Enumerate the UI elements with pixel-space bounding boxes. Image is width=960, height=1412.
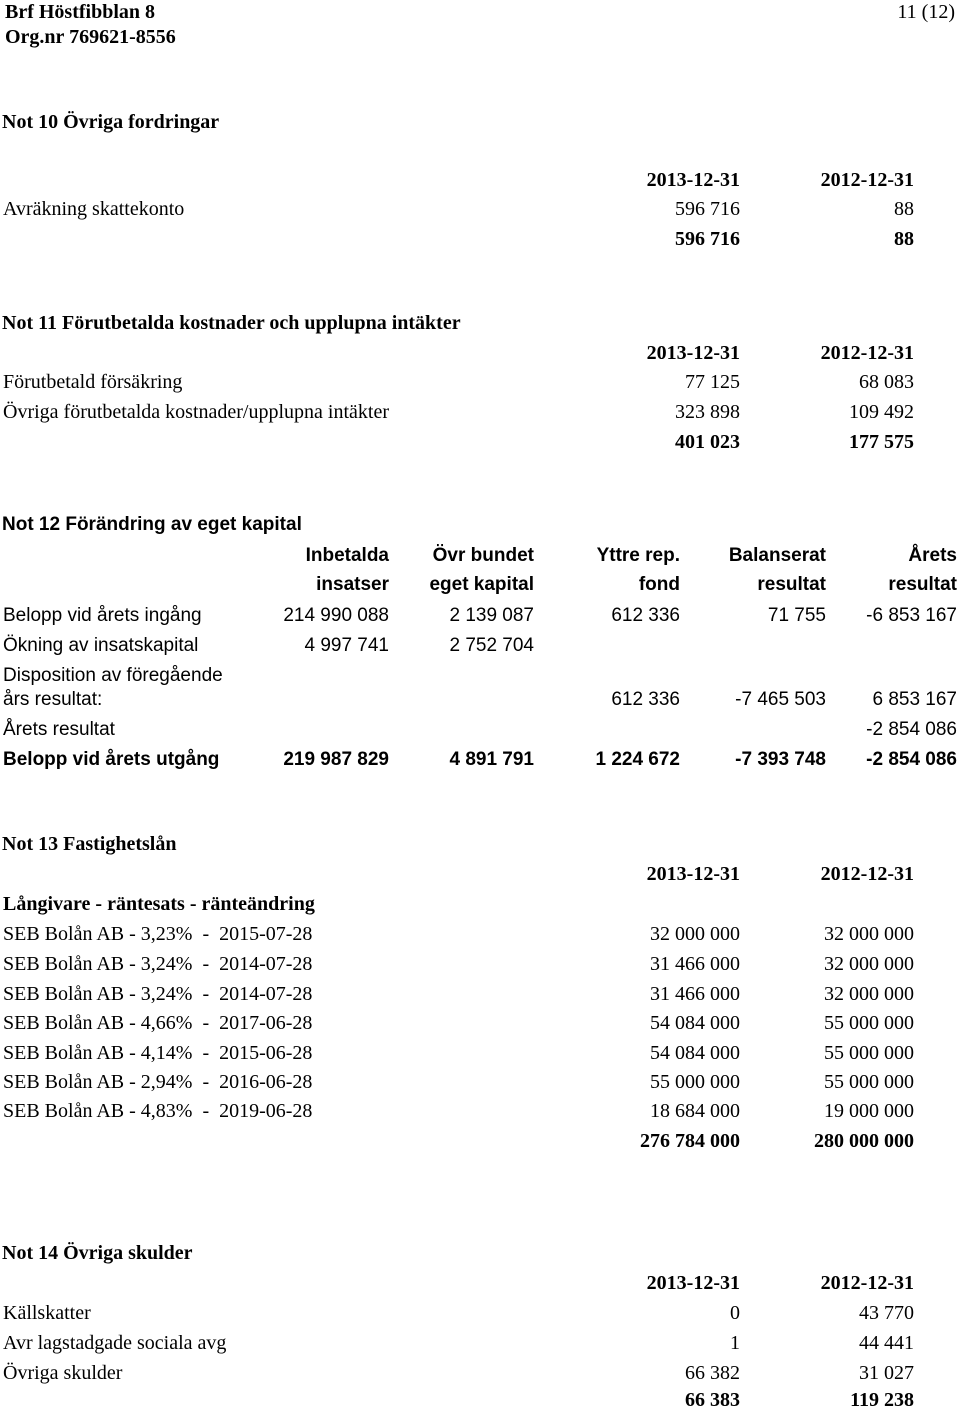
note-13-loan-value-2012: 55 000 000	[824, 1071, 914, 1093]
note-12-header-3-line1: Yttre rep.	[596, 545, 680, 566]
note-12-increase-label: Ökning av insatskapital	[3, 635, 199, 656]
note-12-opening-value: 71 755	[767, 605, 826, 626]
note-10-title: Not 10 Övriga fordringar	[2, 111, 220, 133]
note-12-header-1-line1: Inbetalda	[305, 545, 389, 566]
note-13-loan-value-2012: 19 000 000	[824, 1100, 914, 1122]
note-12-increase-value: 2 752 704	[449, 635, 534, 656]
note-13-loan-value-2012: 32 000 000	[824, 953, 914, 975]
note-11-total-2013: 401 023	[675, 431, 740, 453]
note-14-title: Not 14 Övriga skulder	[2, 1242, 193, 1264]
note-12-increase-value: 4 997 741	[304, 635, 389, 656]
note-13-loan-value-2012: 55 000 000	[824, 1012, 914, 1034]
note-13-loan-label: SEB Bolån AB - 3,24% - 2014-07-28	[3, 953, 313, 975]
note-14-row-value-2012: 31 027	[859, 1362, 914, 1384]
note-12-header-2-line1: Övr bundet	[432, 545, 534, 566]
note-13-loan-value-2013: 55 000 000	[650, 1071, 740, 1093]
note-14-row-value-2013: 0	[730, 1302, 740, 1324]
note-13-loan-value-2013: 54 084 000	[650, 1012, 740, 1034]
note-10-row-value-2012: 88	[894, 198, 914, 220]
note-11-col-2013: 2013-12-31	[646, 342, 740, 364]
note-11-total-2012: 177 575	[849, 431, 914, 453]
note-13-loan-value-2012: 55 000 000	[824, 1042, 914, 1064]
note-14-total-2012: 119 238	[850, 1389, 914, 1411]
note-11-col-2012: 2012-12-31	[820, 342, 914, 364]
note-14-row-value-2013: 1	[730, 1332, 740, 1354]
note-10-row-value-2013: 596 716	[675, 198, 740, 220]
note-12-title: Not 12 Förändring av eget kapital	[2, 514, 302, 535]
note-14-row-label: Källskatter	[3, 1302, 91, 1324]
note-12-header-5-line2: resultat	[888, 574, 957, 595]
note-14-row-label: Övriga skulder	[3, 1362, 123, 1384]
note-11-row-value-2012: 68 083	[859, 371, 914, 393]
note-13-loan-label: SEB Bolån AB - 3,24% - 2014-07-28	[3, 983, 313, 1005]
note-12-disposition-value: -7 465 503	[735, 689, 826, 710]
note-12-opening-value: 2 139 087	[449, 605, 534, 626]
note-13-loan-value-2013: 31 466 000	[650, 983, 740, 1005]
note-12-opening-value: 214 990 088	[283, 605, 389, 626]
note-14-total-2013: 66 383	[685, 1389, 740, 1411]
note-13-loan-label: SEB Bolån AB - 4,66% - 2017-06-28	[3, 1012, 313, 1034]
note-13-loan-label: SEB Bolån AB - 4,14% - 2015-06-28	[3, 1042, 313, 1064]
note-12-closing-value: -2 854 086	[866, 749, 957, 770]
note-12-opening-value: 612 336	[611, 605, 680, 626]
note-13-title: Not 13 Fastighetslån	[2, 833, 177, 855]
note-13-loan-value-2013: 54 084 000	[650, 1042, 740, 1064]
org-number: Org.nr 769621-8556	[5, 26, 176, 48]
note-12-header-4-line2: resultat	[757, 574, 826, 595]
note-13-col-2012: 2012-12-31	[820, 863, 914, 885]
note-10-col-2012: 2012-12-31	[820, 169, 914, 191]
note-12-closing-label: Belopp vid årets utgång	[3, 749, 220, 770]
note-14-col-2012: 2012-12-31	[820, 1272, 914, 1294]
note-11-row-label: Övriga förutbetalda kostnader/upplupna intäkter	[3, 401, 389, 423]
note-13-loan-label: SEB Bolån AB - 4,83% - 2019-06-28	[3, 1100, 313, 1122]
note-13-total-2013: 276 784 000	[640, 1130, 740, 1152]
note-14-col-2013: 2013-12-31	[646, 1272, 740, 1294]
note-13-col-2013: 2013-12-31	[646, 863, 740, 885]
note-13-loan-value-2012: 32 000 000	[824, 923, 914, 945]
note-10-row-label: Avräkning skattekonto	[3, 198, 185, 220]
note-13-loan-value-2012: 32 000 000	[824, 983, 914, 1005]
note-10-total-2013: 596 716	[675, 228, 740, 250]
note-14-row-value-2012: 44 441	[859, 1332, 914, 1354]
note-12-opening-label: Belopp vid årets ingång	[3, 605, 202, 626]
note-11-row-value-2012: 109 492	[849, 401, 914, 423]
note-12-result-value: -2 854 086	[866, 719, 957, 740]
note-12-header-5-line1: Årets	[908, 545, 957, 566]
note-13-loan-label: SEB Bolån AB - 3,23% - 2015-07-28	[3, 923, 313, 945]
note-10-col-2013: 2013-12-31	[646, 169, 740, 191]
note-12-disposition-value: 612 336	[611, 689, 680, 710]
note-12-disposition-label-line2: års resultat:	[3, 689, 103, 710]
note-13-loan-value-2013: 32 000 000	[650, 923, 740, 945]
note-12-opening-value: -6 853 167	[866, 605, 957, 626]
note-13-subheader: Långivare - räntesats - ränteändring	[3, 893, 315, 915]
note-14-row-value-2013: 66 382	[685, 1362, 740, 1384]
note-11-row-value-2013: 77 125	[685, 371, 740, 393]
note-13-loan-label: SEB Bolån AB - 2,94% - 2016-06-28	[3, 1071, 313, 1093]
note-12-disposition-value: 6 853 167	[872, 689, 957, 710]
note-14-row-label: Avr lagstadgade sociala avg	[3, 1332, 227, 1354]
note-12-closing-value: 219 987 829	[283, 749, 389, 770]
note-12-closing-value: 1 224 672	[595, 749, 680, 770]
note-12-header-4-line1: Balanserat	[728, 545, 826, 566]
note-12-header-3-line2: fond	[638, 574, 680, 595]
page-number: 11 (12)	[897, 1, 955, 23]
note-11-row-value-2013: 323 898	[675, 401, 740, 423]
company-name: Brf Höstfibblan 8	[5, 1, 156, 23]
note-11-row-label: Förutbetald försäkring	[3, 371, 183, 393]
note-13-total-2012: 280 000 000	[814, 1130, 914, 1152]
note-12-header-2-line2: eget kapital	[429, 574, 534, 595]
note-11-title: Not 11 Förutbetalda kostnader och upplupna intäkter	[2, 312, 461, 334]
note-12-closing-value: 4 891 791	[449, 749, 534, 770]
note-12-header-1-line2: insatser	[316, 574, 389, 595]
note-12-disposition-label-line1: Disposition av föregående	[3, 665, 223, 686]
note-12-result-label: Årets resultat	[3, 719, 115, 740]
note-13-loan-value-2013: 18 684 000	[650, 1100, 740, 1122]
note-10-total-2012: 88	[894, 228, 914, 250]
note-12-closing-value: -7 393 748	[735, 749, 826, 770]
note-14-row-value-2012: 43 770	[859, 1302, 914, 1324]
note-13-loan-value-2013: 31 466 000	[650, 953, 740, 975]
